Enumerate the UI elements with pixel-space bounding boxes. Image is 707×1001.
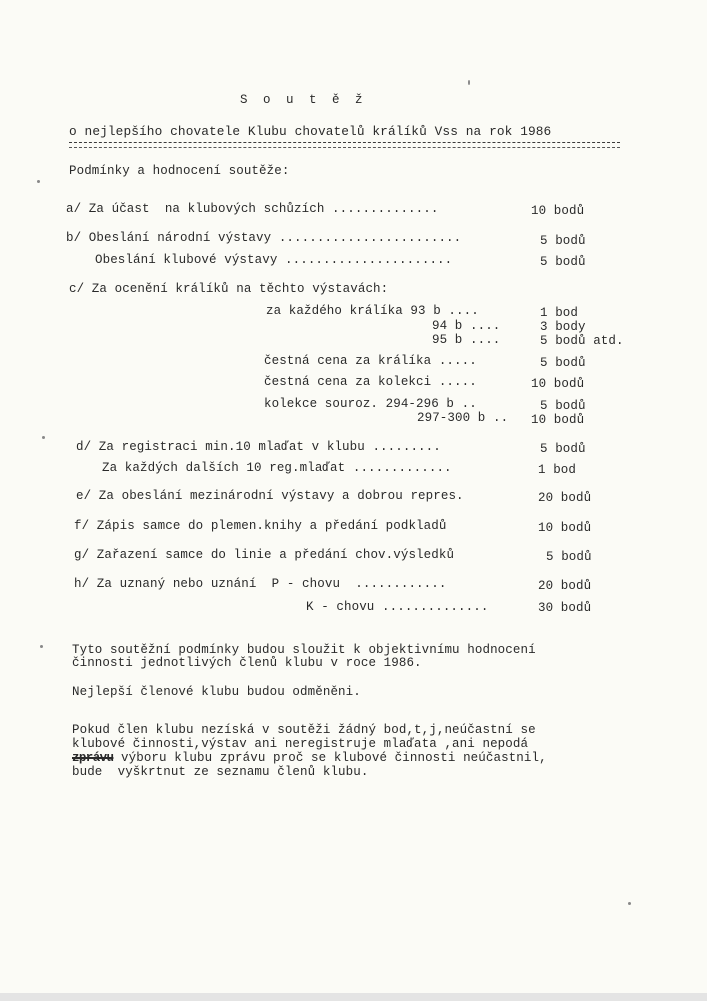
section-f-points: 10 bodů xyxy=(538,521,592,535)
section-d-label-2: Za každých dalších 10 reg.mlaďat ............. xyxy=(102,461,452,475)
section-e-points: 20 bodů xyxy=(538,491,592,505)
title-divider xyxy=(69,142,620,143)
section-c-row-label: 94 b .... xyxy=(432,319,501,333)
paragraph-removal-text: výboru klubu zprávu proč se klubové činnosti neúčastnil, xyxy=(113,751,547,765)
section-d-points-2: 1 bod xyxy=(538,463,577,477)
paragraph-removal-line: klubové činnosti,výstav ani neregistruje mlaďata ,ani nepodá xyxy=(72,737,529,751)
paragraph-reward: Nejlepší členové klubu budou odměněni. xyxy=(72,685,361,699)
section-b-points-2: 5 bodů xyxy=(540,255,586,269)
section-c-row-points: 5 bodů xyxy=(540,356,586,370)
section-c-row-points: 1 bod xyxy=(540,306,579,320)
section-c-row-label: čestná cena za kolekci ..... xyxy=(264,375,477,389)
section-d-label: d/ Za registraci min.10 mlaďat v klubu ......... xyxy=(76,440,441,454)
section-h-points-2: 30 bodů xyxy=(538,601,592,615)
section-c-row-points: 5 bodů atd. xyxy=(540,334,624,348)
document-subtitle: o nejlepšího chovatele Klubu chovatelů králíků Vss na rok 1986 xyxy=(69,124,552,139)
section-c-row-label: za každého králíka 93 b .... xyxy=(266,304,479,318)
section-b-points: 5 bodů xyxy=(540,234,586,248)
paper-speck xyxy=(468,80,470,85)
conditions-heading: Podmínky a hodnocení soutěže: xyxy=(69,164,290,178)
section-a-label: a/ Za účast na klubových schůzích .............. xyxy=(66,202,439,216)
paper-speck xyxy=(37,180,40,183)
section-c-heading: c/ Za ocenění králíků na těchto výstavách: xyxy=(69,282,389,296)
section-a-points: 10 bodů xyxy=(531,204,585,218)
scan-bottom-edge xyxy=(0,993,707,1001)
paragraph-removal-line: bude vyškrtnut ze seznamu členů klubu. xyxy=(72,765,369,779)
section-c-row-label: 95 b .... xyxy=(432,333,501,347)
section-d-points: 5 bodů xyxy=(540,442,586,456)
section-e-label: e/ Za obeslání mezinárodní výstavy a dobrou repres. xyxy=(76,489,464,503)
paper-speck xyxy=(42,436,45,439)
section-b-label-2: Obeslání klubové výstavy ...................... xyxy=(95,253,453,267)
section-g-label: g/ Zařazení samce do linie a předání chov.výsledků xyxy=(74,548,455,562)
section-c-row-label: čestná cena za králíka ..... xyxy=(264,354,477,368)
section-c-row-points: 10 bodů xyxy=(531,377,585,391)
section-g-points: 5 bodů xyxy=(546,550,592,564)
section-f-label: f/ Zápis samce do plemen.knihy a předání podkladů xyxy=(74,519,447,533)
paragraph-removal-line: Pokud člen klubu nezíská v soutěži žádný bod,t,j,neúčastní se xyxy=(72,723,536,737)
paper-speck xyxy=(40,645,43,648)
section-c-row-points: 5 bodů xyxy=(540,399,586,413)
paragraph-conditions-line: Tyto soutěžní podmínky budou sloužit k objektivnímu hodnocení xyxy=(72,643,536,657)
struck-out-word: zprávu xyxy=(72,751,114,765)
paragraph-conditions-line: činnosti jednotlivých členů klubu v roce 1986. xyxy=(72,656,422,670)
title-divider-2 xyxy=(69,147,620,148)
section-h-label: h/ Za uznaný nebo uznání P - chovu ............ xyxy=(74,577,447,591)
document-title: S o u t ě ž xyxy=(240,93,367,107)
section-c-row-points: 3 body xyxy=(540,320,586,334)
section-c-row-points: 10 bodů xyxy=(531,413,585,427)
section-h-label-2: K - chovu .............. xyxy=(306,600,489,614)
section-b-label: b/ Obeslání národní výstavy ........................ xyxy=(66,231,462,245)
section-c-row-label: kolekce souroz. 294-296 b .. xyxy=(264,397,477,411)
section-h-points: 20 bodů xyxy=(538,579,592,593)
section-c-row-label: 297-300 b .. xyxy=(417,411,509,425)
paragraph-removal-line xyxy=(72,752,547,765)
paper-speck xyxy=(628,902,631,905)
